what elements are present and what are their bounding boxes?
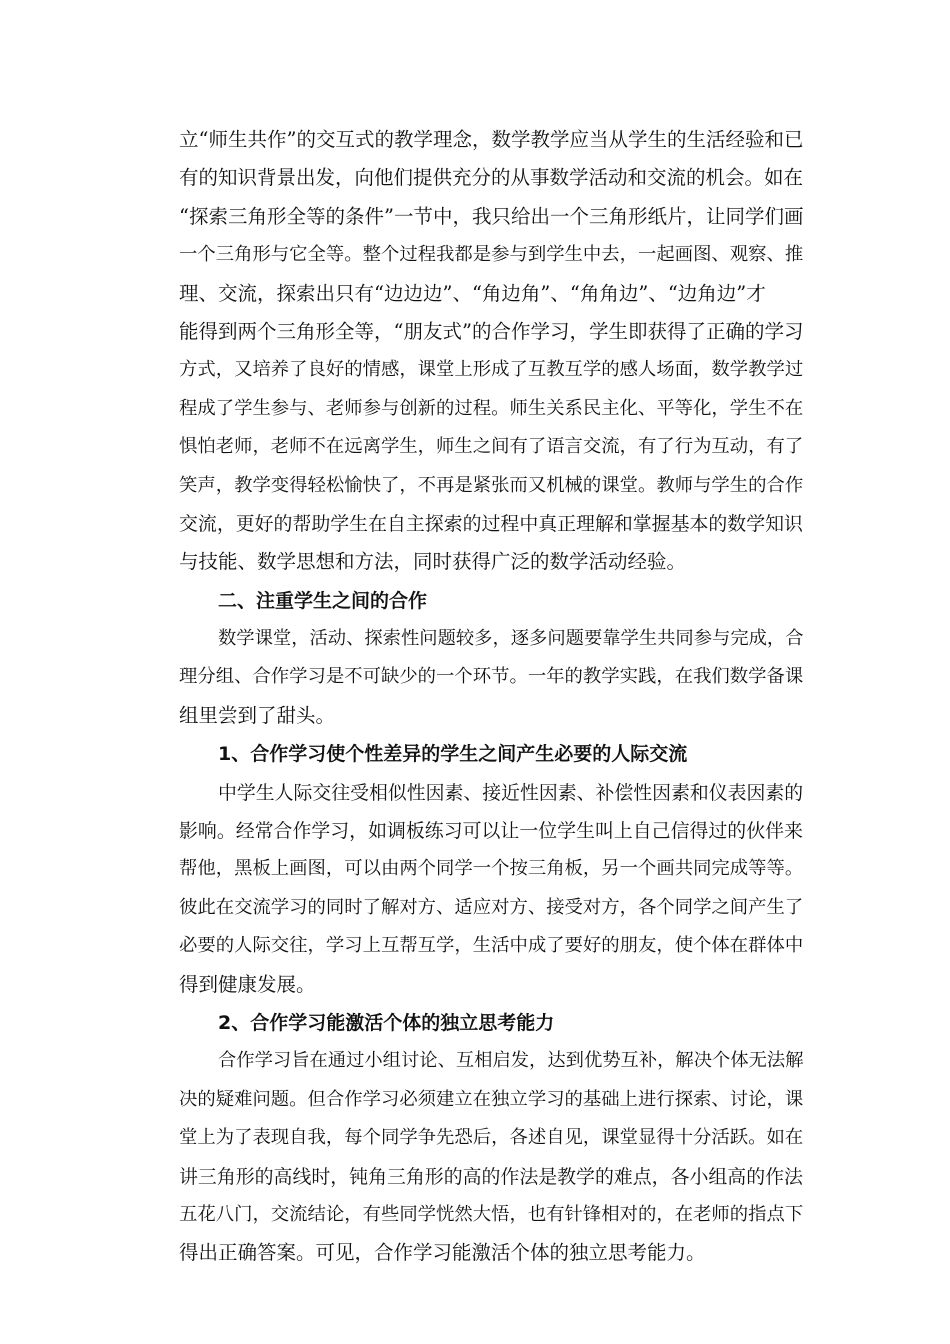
text-line: 能得到两个三角形全等，“朋友式”的合作学习，学生即获得了正确的学习 — [179, 319, 804, 343]
text-line: 与技能、数学思想和方法，同时获得广泛的数学活动经验。 — [179, 550, 687, 574]
text-line: 数学课堂，活动、探索性问题较多，逐多问题要靠学生共同参与完成，合 — [218, 628, 804, 650]
text-line: 方式，又培养了良好的情感，课堂上形成了互教互学的感人场面，数学教学过 — [179, 359, 804, 381]
text-line: 堂上为了表现自我，每个同学争先恐后，各述自见，课堂显得十分活跃。如在 — [179, 1127, 804, 1149]
text-line: 有的知识背景出发，向他们提供充分的从事数学活动和交流的机会。如在 — [179, 166, 804, 190]
text-line: 决的疑难问题。但合作学习必须建立在独立学习的基础上进行探索、讨论，课 — [179, 1088, 804, 1110]
text-line: 合作学习旨在通过小组讨论、互相启发，达到优势互补，解决个体无法解 — [218, 1050, 804, 1072]
text-line: 中学生人际交往受相似性因素、接近性因素、补偿性因素和仪表因素的 — [218, 781, 804, 804]
section-heading — [179, 1004, 807, 1042]
text-line: 理、交流，探索出只有“边边边”、“角边角”、“角角边”、“边角边”才 — [179, 281, 766, 305]
text-line: 讲三角形的高线时，钝角三角形的高的作法是教学的难点，各小组高的作法 — [179, 1165, 803, 1188]
text-line: 组里尝到了甜头。 — [179, 703, 336, 727]
body-paragraph — [179, 620, 807, 735]
heading-text: 1、合作学习使个性差异的学生之间产生必要的人际交流 — [218, 743, 688, 766]
text-line: 理分组、合作学习是不可缺少的一个环节。一年的教学实践，在我们数学备课 — [179, 666, 804, 688]
body-paragraph — [179, 121, 807, 582]
heading-text: 二、注重学生之间的合作 — [218, 589, 428, 612]
text-line: 笑声，教学变得轻松愉快了，不再是紧张而又机械的课堂。教师与学生的合作 — [179, 474, 804, 496]
body-paragraph — [179, 1042, 807, 1272]
text-line: 影响。经常合作学习，如调板练习可以让一位学生叫上自己信得过的伙伴来 — [179, 820, 803, 843]
text-line: 一个三角形与它全等。整个过程我都是参与到学生中去，一起画图、观察、推 — [179, 244, 804, 266]
text-line: 帮他，黑板上画图，可以由两个同学一个按三角板，另一个画共同完成等等。 — [179, 858, 804, 880]
body-paragraph — [179, 774, 807, 1004]
text-line: 得到健康发展。 — [179, 972, 316, 996]
text-line: “探索三角形全等的条件”一节中，我只给出一个三角形纸片，让同学们画 — [179, 204, 804, 228]
text-line: 程成了学生参与、老师参与创新的过程。师生关系民主化、平等化，学生不在 — [179, 397, 804, 419]
text-line: 交流，更好的帮助学生在自主探索的过程中真正理解和掌握基本的数学知识 — [179, 512, 803, 535]
section-heading — [179, 582, 807, 620]
section-heading — [179, 735, 807, 773]
document-page — [179, 121, 807, 1273]
text-line: 彼此在交流学习的同时了解对方、适应对方、接受对方，各个同学之间产生了 — [179, 896, 804, 918]
heading-text: 2、合作学习能激活个体的独立思考能力 — [218, 1011, 555, 1034]
text-line: 立“师生共作”的交互式的教学理念，数学教学应当从学生的生活经验和已 — [179, 128, 804, 151]
text-line: 必要的人际交往，学习上互帮互学，生活中成了要好的朋友，使个体在群体中 — [179, 935, 804, 957]
text-line: 五花八门，交流结论，有些同学恍然大悟，也有针锋相对的，在老师的指点下 — [179, 1203, 804, 1225]
text-line: 得出正确答案。可见，合作学习能激活个体的独立思考能力。 — [179, 1241, 706, 1265]
text-line: 惧怕老师，老师不在远离学生，师生之间有了语言交流，有了行为互动，有了 — [179, 436, 804, 458]
